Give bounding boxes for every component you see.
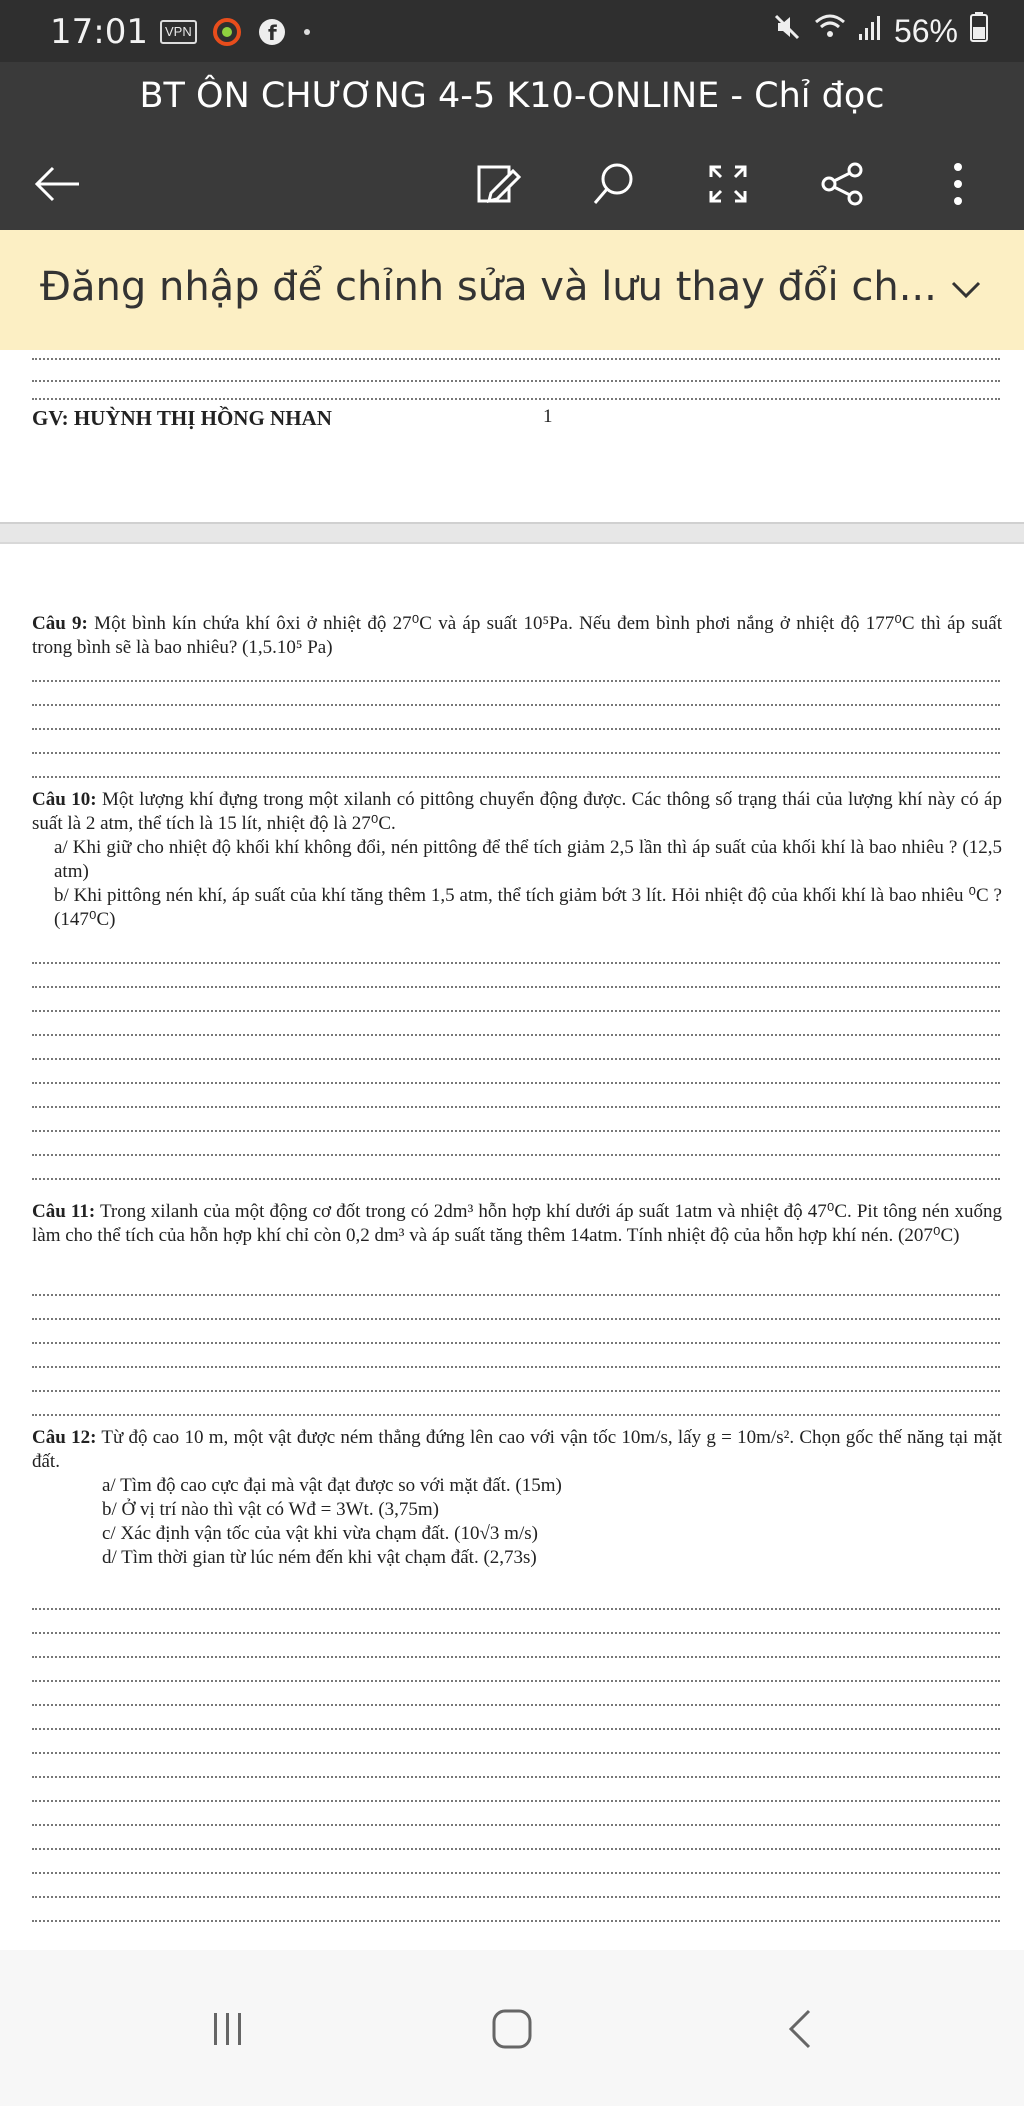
back-icon xyxy=(785,2007,815,2051)
answer-line xyxy=(32,1776,1000,1778)
fullscreen-icon xyxy=(707,163,749,205)
share-button[interactable] xyxy=(806,148,878,220)
battery-percent: 56% xyxy=(893,12,958,49)
answer-line xyxy=(32,1366,1000,1368)
answer-line xyxy=(32,1896,1000,1898)
question-part-b: b/ Khi pittông nén khí, áp suất của khí tăng thêm 1,5 atm, thể tích giảm bớt 3 lít. Hỏi nhiệt độ của khối khí là bao nhiêu ⁰C ? (147⁰C) xyxy=(54,885,1002,930)
answer-line xyxy=(32,1034,1000,1036)
answer-line xyxy=(32,1010,1000,1012)
back-button[interactable] xyxy=(22,148,94,220)
home-icon xyxy=(490,2007,534,2051)
answer-line xyxy=(32,1752,1000,1754)
page-number: 1 xyxy=(543,406,553,427)
answer-line xyxy=(32,1082,1000,1084)
edit-icon xyxy=(475,161,521,207)
answer-line xyxy=(32,752,1000,754)
answer-line xyxy=(32,1872,1000,1874)
share-icon xyxy=(819,161,865,207)
more-icon xyxy=(952,161,964,207)
answer-line xyxy=(32,1154,1000,1156)
question-part-a: a/ Khi giữ cho nhiệt độ khối khí không đổi, nén pittông để thể tích giảm 2,5 lần thì áp suất của khối khí là bao nhiêu ? (12,5 atm) xyxy=(54,837,1002,882)
answer-line xyxy=(32,1390,1000,1392)
fullscreen-button[interactable] xyxy=(692,148,764,220)
answer-line xyxy=(32,1800,1000,1802)
document-view[interactable] xyxy=(0,350,1024,1950)
question-part-c: c/ Xác định vận tốc của vật khi vừa chạm đất. (10√3 m/s) xyxy=(102,1523,538,1544)
answer-line xyxy=(32,1848,1000,1850)
answer-line xyxy=(32,1656,1000,1658)
search-icon xyxy=(591,161,637,207)
dot-icon xyxy=(301,26,313,38)
recent-apps-button[interactable] xyxy=(188,1994,268,2064)
answer-line xyxy=(32,1728,1000,1730)
back-arrow-icon xyxy=(33,164,83,204)
question-part-a: a/ Tìm độ cao cực đại mà vật đạt được so với mặt đất. (15m) xyxy=(102,1475,562,1496)
vpn-icon: VPN xyxy=(160,20,197,44)
app-bar xyxy=(0,62,1024,230)
answer-line xyxy=(32,1608,1000,1610)
svg-text:f: f xyxy=(267,21,277,45)
status-bar xyxy=(0,0,1024,62)
signal-icon xyxy=(858,13,882,50)
question-label: Câu 10: xyxy=(32,789,97,810)
question-text: Một lượng khí đựng trong một xilanh có pittông chuyển động được. Các thông số trạng thái của lượng khí này có áp suất là 2 atm, thể tích là 15 lít, nhiệt độ là 27⁰C. xyxy=(32,789,1002,834)
question-text: Trong xilanh của một động cơ đốt trong có 2dm³ hỗn hợp khí dưới áp suất 1atm và nhiệt độ 47⁰C. Pit tông nén xuống làm cho thể tích của hỗn hợp khí chỉ còn 0,2 dm³ và áp suất tăng thêm 14atm. Tính nhiệt độ của hỗn hợp khí nén. (207⁰C) xyxy=(32,1201,1002,1246)
recent-apps-icon xyxy=(208,2009,248,2049)
answer-line xyxy=(32,986,1000,988)
answer-line xyxy=(32,358,1000,360)
mute-icon xyxy=(772,12,802,50)
answer-line xyxy=(32,380,1000,382)
answer-line xyxy=(32,776,1000,778)
answer-line xyxy=(32,704,1000,706)
answer-line xyxy=(32,1318,1000,1320)
answer-line xyxy=(32,1342,1000,1344)
system-indicators xyxy=(772,12,988,50)
answer-line xyxy=(32,1920,1000,1922)
answer-line xyxy=(32,1106,1000,1108)
question-text: Từ độ cao 10 m, một vật được ném thẳng đứng lên cao với vận tốc 10m/s, lấy g = 10m/s². Chọn gốc thế năng tại mặt đất. xyxy=(32,1427,1002,1472)
answer-line xyxy=(32,728,1000,730)
answer-line xyxy=(32,1130,1000,1132)
question-12 xyxy=(32,1426,1002,1570)
question-10 xyxy=(32,788,1002,932)
answer-line xyxy=(32,1294,1000,1296)
question-11 xyxy=(32,1200,1002,1248)
answer-line xyxy=(32,398,1000,400)
question-label: Câu 12: xyxy=(32,1427,97,1448)
answer-line xyxy=(32,1414,1000,1416)
wifi-icon xyxy=(814,12,846,50)
question-text: Một bình kín chứa khí ôxi ở nhiệt độ 27⁰C và áp suất 10⁵Pa. Nếu đem bình phơi nắng ở nhiệt độ 177⁰C thì áp suất trong bình sẽ là bao nhiêu? (1,5.10⁵ Pa) xyxy=(32,613,1002,658)
home-button[interactable] xyxy=(472,1994,552,2064)
answer-line xyxy=(32,1178,1000,1180)
battery-icon xyxy=(970,12,988,50)
answer-line xyxy=(32,1704,1000,1706)
back-nav-button[interactable] xyxy=(760,1994,840,2064)
search-button[interactable] xyxy=(578,148,650,220)
banner-expand-button[interactable] xyxy=(942,266,990,314)
banner-text: Đăng nhập để chỉnh sửa và lưu thay đổi ch... xyxy=(40,264,937,310)
notification-icons xyxy=(160,16,313,48)
facebook-icon xyxy=(257,17,287,47)
answer-line xyxy=(32,1632,1000,1634)
chevron-down-icon xyxy=(951,281,981,299)
clock: 17:01 xyxy=(50,12,148,52)
answer-line xyxy=(32,1824,1000,1826)
app-notification-icon xyxy=(211,16,243,48)
question-label: Câu 9: xyxy=(32,613,88,634)
question-label: Câu 11: xyxy=(32,1201,96,1222)
question-9 xyxy=(32,612,1002,660)
sign-in-banner[interactable] xyxy=(0,230,1024,350)
system-navigation-bar xyxy=(0,1950,1024,2106)
answer-line xyxy=(32,1058,1000,1060)
question-part-d: d/ Tìm thời gian từ lúc ném đến khi vật chạm đất. (2,73s) xyxy=(102,1547,537,1568)
answer-line xyxy=(32,680,1000,682)
answer-line xyxy=(32,1680,1000,1682)
edit-button[interactable] xyxy=(462,148,534,220)
document-title: BT ÔN CHƯƠNG 4-5 K10-ONLINE - Chỉ đọc xyxy=(139,76,885,116)
page-separator xyxy=(0,522,1024,544)
answer-line xyxy=(32,962,1000,964)
question-part-b: b/ Ở vị trí nào thì vật có Wđ = 3Wt. (3,75m) xyxy=(102,1499,439,1520)
more-options-button[interactable] xyxy=(922,148,994,220)
page-footer-teacher: GV: HUỲNH THỊ HỒNG NHAN xyxy=(32,406,332,430)
